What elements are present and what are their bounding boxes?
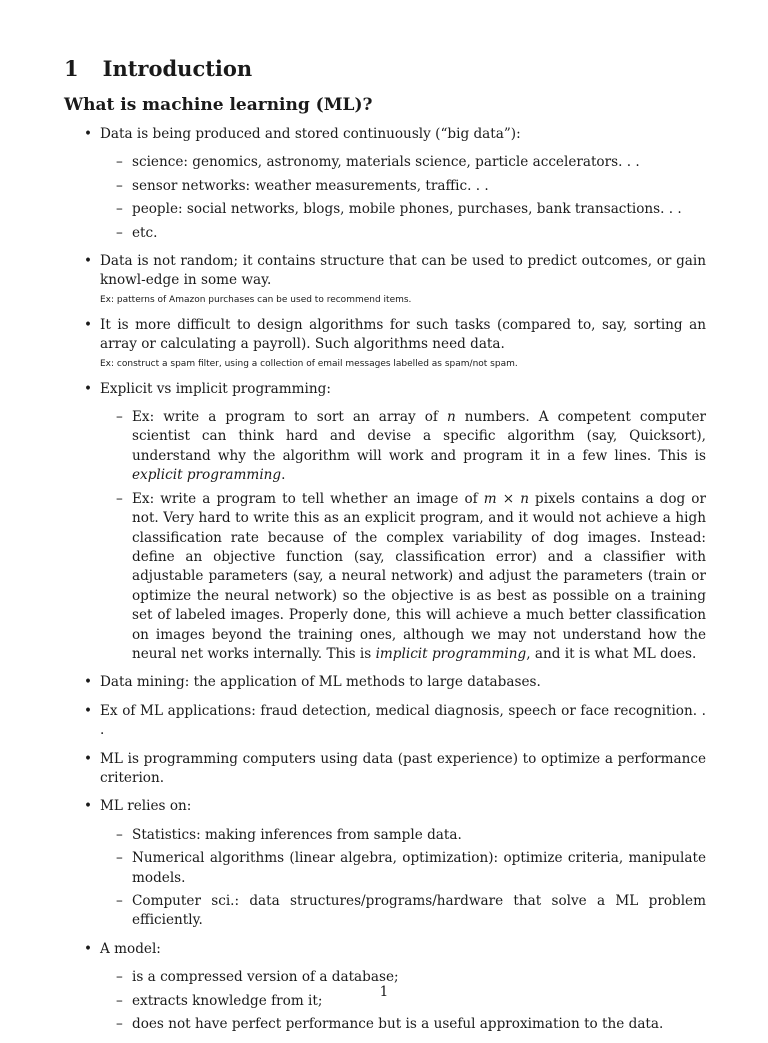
text-segment: . — [281, 467, 286, 484]
sub-list-item: – etc. — [100, 224, 706, 243]
list-item — [64, 316, 706, 371]
sub-list-item: – Computer sci.: data structures/programs/hardware that solve a ML problem efficiently. — [100, 892, 706, 931]
math-variable: n — [446, 409, 456, 426]
example-note: Ex: construct a spam filter, using a collection of email messages labelled as spam/not spam. — [100, 358, 518, 369]
sub-list-item: – does not have perfect performance but is a useful approximation to the data. — [100, 1015, 706, 1034]
bullet-text: Explicit vs implicit programming: — [100, 380, 331, 397]
text-segment: Ex: write a program to tell whether an image of — [132, 490, 484, 507]
bullet-text: A model: — [100, 940, 161, 957]
section-heading — [64, 56, 706, 81]
text-segment: , and it is what ML does. — [526, 645, 697, 662]
list-item — [64, 750, 706, 789]
list-item — [64, 673, 706, 692]
sub-list — [100, 968, 706, 1034]
bullet-text: ML is programming computers using data (past experience) to optimize a performance criterion. — [100, 750, 706, 786]
bullet-text: It is more difficult to design algorithms for such tasks (compared to, say, sorting an array or calculating a payroll). Such algorithms need data. — [100, 316, 706, 353]
bullet-text: Data is not random; it contains structure that can be used to predict outcomes, or gain knowl-edge in some way. — [100, 253, 706, 289]
sub-list-item — [100, 408, 706, 486]
list-item — [64, 797, 706, 930]
text-segment: Ex: write a program to sort an array of — [132, 409, 447, 426]
example-note: Ex: patterns of Amazon purchases can be used to recommend items. — [100, 294, 412, 305]
bullet-text: Data mining: the application of ML methods to large databases. — [100, 674, 541, 691]
section-title: Introduction — [102, 56, 253, 81]
section-number: 1 — [64, 56, 79, 81]
sub-list — [100, 153, 706, 243]
sub-list — [100, 408, 706, 664]
bullet-text: Data is being produced and stored continuously (“big data”): — [100, 126, 521, 142]
list-item — [64, 380, 706, 665]
math-expression: m × n — [483, 490, 529, 507]
text-segment: numbers. A competent computer scientist can think hard and devise a specific algorithm (say, Quicksort), understand why the algorithm will work and program it in a few lines. This is — [132, 409, 706, 464]
sub-list-item: – science: genomics, astronomy, materials science, particle accelerators. . . — [100, 153, 706, 172]
emphasis-term: explicit programming — [132, 467, 282, 484]
list-item — [64, 702, 706, 741]
bullet-text: ML relies on: — [100, 798, 192, 815]
sub-list — [100, 826, 706, 931]
subheading: What is machine learning (ML)? — [64, 95, 373, 115]
sub-list-item: – Statistics: making inferences from sample data. — [100, 826, 706, 845]
text-segment: pixels contains a dog or not. Very hard to write this as an explicit program, and it would not achieve a high classification rate because of the complex variability of dog images. Instead: define an objective function (say, classification error) and a classifier with adjustable parameters (say, a neural network) and adjust the parameters (train or optimize the neural network) so the objective is as best as possible on a training set of labeled images. Properly done, this will achieve a much better classification on images beyond the training ones, although we may not understand how the neural net works internally. This is — [132, 490, 706, 662]
bullet-list — [64, 125, 706, 1034]
emphasis-term: implicit programming — [375, 645, 527, 662]
sub-list-item: – is a compressed version of a database; — [100, 968, 706, 987]
document-page — [64, 56, 706, 1043]
sub-list-item: – people: social networks, blogs, mobile phones, purchases, bank transactions. . . — [100, 200, 706, 219]
sub-list-item: – Numerical algorithms (linear algebra, optimization): optimize criteria, manipulate models. — [100, 849, 706, 888]
list-item — [64, 252, 706, 307]
sub-list-item — [100, 490, 706, 665]
sub-list-item: – sensor networks: weather measurements, traffic. . . — [100, 177, 706, 196]
sub-list-item: – extracts knowledge from it; — [100, 992, 706, 1011]
list-item — [64, 125, 706, 243]
page-number: 1 — [379, 984, 389, 1000]
bullet-text: Ex of ML applications: fraud detection, medical diagnosis, speech or face recognition. . . — [100, 702, 706, 739]
